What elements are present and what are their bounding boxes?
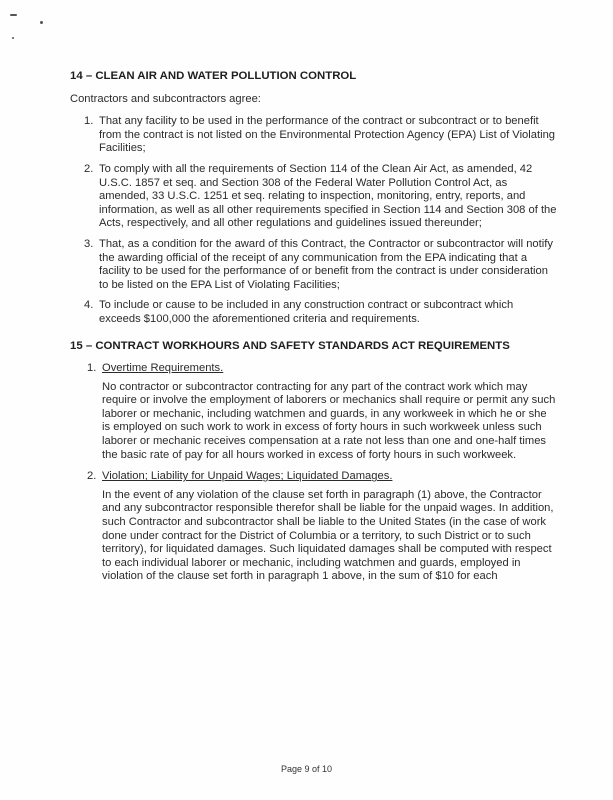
list-item <box>70 238 557 292</box>
item-body: In the event of any violation of the clause set forth in paragraph (1) above, the Contractor and any subcontractor responsible therefor shall be liable for the unpaid wages. In addition, such Contractor and subcontractor shall be liable to the United States (in the case of work done under contract for the District of Columbia or a territory, to such District or to such territory), for liquidated damages. Such liquidated damages shall be computed with respect to each individual laborer or mechanic, including watchmen and guards, employed in violation of the clause set forth in paragraph 1 above, in the sum of $10 for each <box>102 488 554 583</box>
item-number: 4. <box>84 299 94 312</box>
item-number: 3. <box>84 237 94 250</box>
section-14-list <box>70 115 557 326</box>
item-title: Violation; Liability for Unpaid Wages; Liquidated Damages. <box>102 470 393 483</box>
item-number: 1. <box>87 362 97 375</box>
item-content <box>102 362 557 462</box>
item-content <box>102 470 557 584</box>
list-item <box>70 470 557 584</box>
list-item <box>70 115 557 156</box>
item-title: Overtime Requirements. <box>102 362 224 375</box>
item-text: To comply with all the requirements of Section 114 of the Clean Air Act, as amended, 42 U.S.C. 1857 et seq. and Section 308 of the Federal Water Pollution Control Act, as amended, 33 U.S.C. 1251 et seq. relating to inspection, monitoring, entry, reports, and information, as well as all other requirements specified in Section 114 and Section 308 of the Acts, respectively, and all other regulations and guidelines issued thereunder; <box>99 162 557 230</box>
item-text: That, as a condition for the award of this Contract, the Contractor or subcontractor will notify the awarding official of the receipt of any communication from the EPA indicating that a facility to be used for the performance of or benefit from the contract is under consideration to be listed on the EPA List of Violating Facilities; <box>99 237 553 291</box>
scan-artifact <box>40 21 43 24</box>
section-15-heading: 15 – CONTRACT WORKHOURS AND SAFETY STANDARDS ACT REQUIREMENTS <box>70 339 510 352</box>
list-item <box>70 362 557 462</box>
document-body <box>70 70 557 592</box>
section-14-heading: 14 – CLEAN AIR AND WATER POLLUTION CONTROL <box>70 70 357 82</box>
item-number: 2. <box>84 162 94 175</box>
item-number: 1. <box>84 115 94 128</box>
section-14-intro: Contractors and subcontractors agree: <box>70 92 261 105</box>
page-footer: Page 9 of 10 <box>280 764 333 774</box>
item-text: To include or cause to be included in any construction contract or subcontract which exceeds $100,000 the aforementioned criteria and requirements. <box>99 299 514 325</box>
list-item <box>70 299 557 326</box>
scan-artifact <box>10 14 17 16</box>
item-text: That any facility to be used in the performance of the contract or subcontract or to benefit from the contract is not listed on the Environmental Protection Agency (EPA) List of Violating Facilities; <box>99 115 556 155</box>
item-number: 2. <box>87 470 97 483</box>
scan-artifact <box>12 37 14 39</box>
section-15-list <box>70 362 557 584</box>
item-body: No contractor or subcontractor contracting for any part of the contract work which may require or involve the employment of laborers or mechanics shall require or permit any such laborer or mechanic, including watchmen and guards, in any workweek in which he or she is employed on such work to work in excess of forty hours in such workweek unless such laborer or mechanic receives compensation at a rate not less than one and one-half times the basic rate of pay for all hours worked in excess of forty hours in such workweek. <box>102 380 556 461</box>
list-item <box>70 163 557 231</box>
